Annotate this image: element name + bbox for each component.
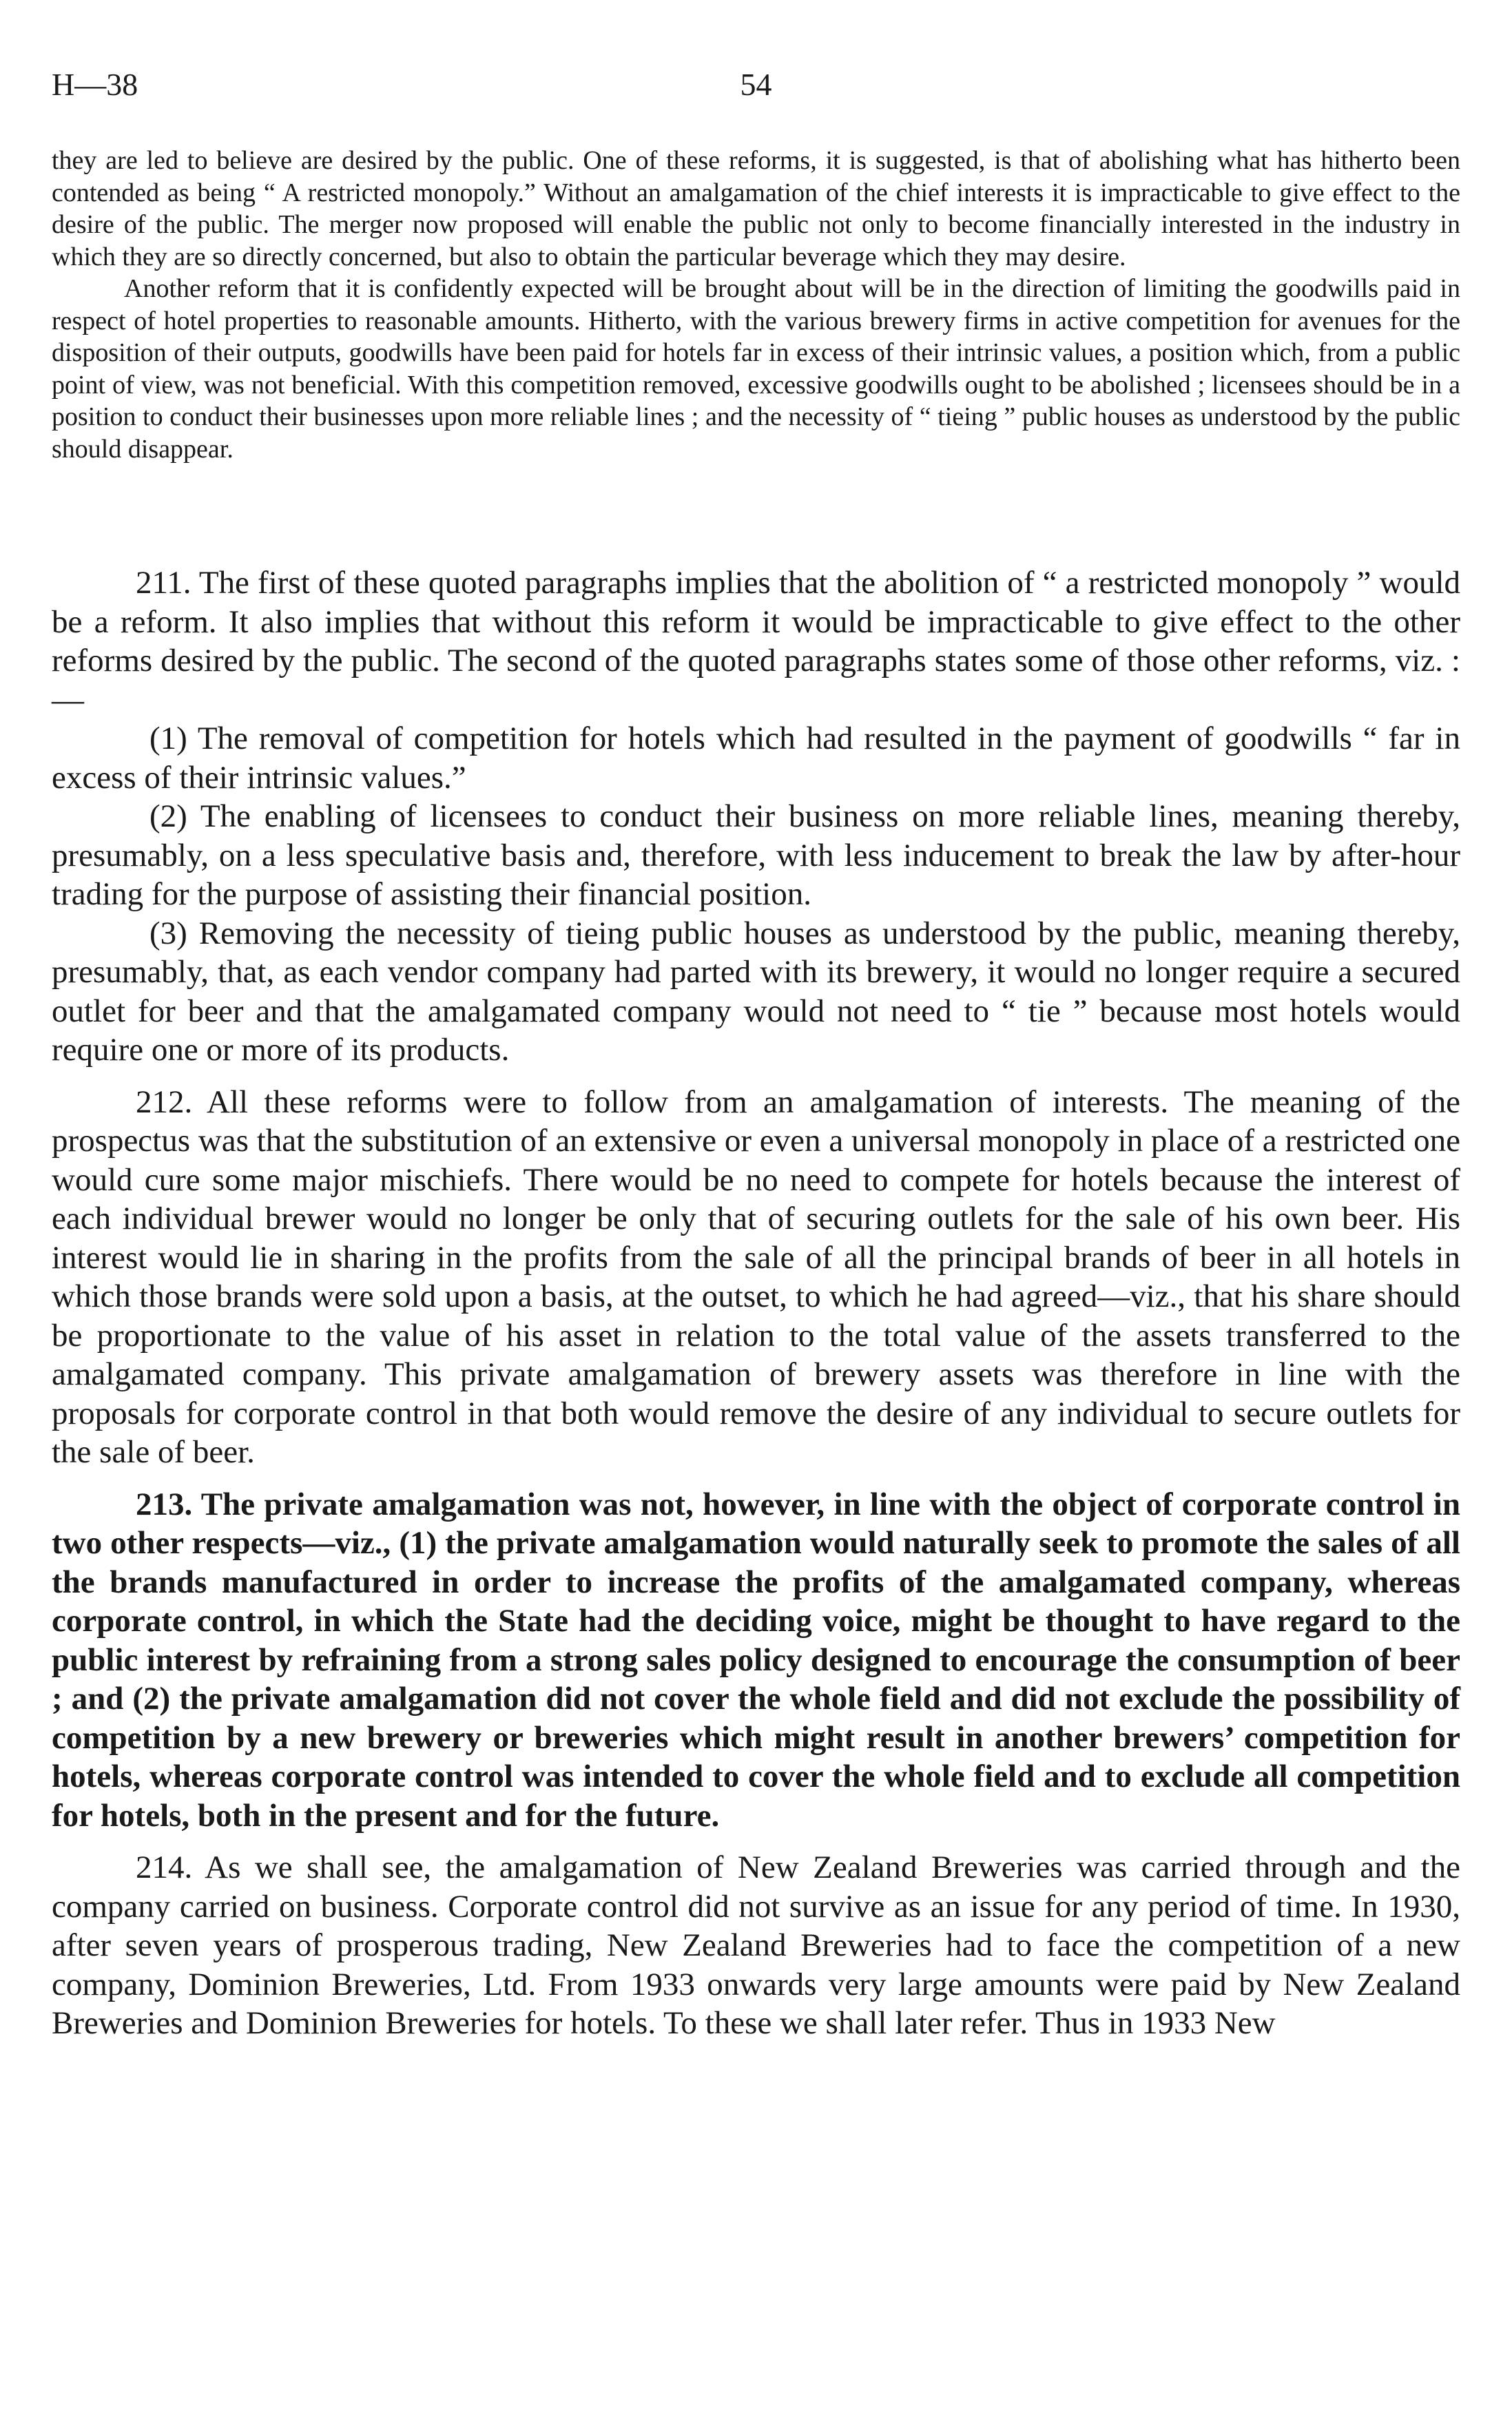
quoted-prospectus-extract [52,145,1460,465]
reform-item-3: (3) Removing the necessity of tieing public houses as understood by the public, meaning thereby, presumably, that, as each vendor company had parted with its brewery, it would no longer require a secured outlet for beer and that the amalgamated company would not need to “ tie ” because most hotels would require one or more of its products. [52,915,1460,1068]
paragraph-214: 214. As we shall see, the amalgamation of New Zealand Breweries was carried through and the company carried on business. Corporate control did not survive as an issue for any period of time. In 1930, after seven years of prosperous trading, New Zealand Breweries had to face the competition of a new company, Dominion Breweries, Ltd. From 1933 onwards very large amounts were paid by New Zealand Breweries and Dominion Breweries for hotels. To these we shall later refer. Thus in 1933 New [52,1849,1460,2041]
reform-item-1: (1) The removal of competition for hotels which had resulted in the payment of goodwills “ far in excess of their intrinsic values.” [52,721,1460,796]
quote-paragraph: Another reform that it is confidently expected will be brought about will be in the direction of limiting the goodwills paid in respect of hotel properties to reasonable amounts. Hitherto, with the various brewery firms in active competition for avenues for the disposition of their outputs, goodwills have been paid for hotels far in excess of their intrinsic values, a position which, from a public point of view, was not beneficial. With this competition removed, excessive goodwills ought to be abolished ; licensees should be in a position to conduct their businesses upon more reliable lines ; and the necessity of “ tieing ” public houses as understood by the public should disappear. [52,274,1460,464]
paragraph-212: 212. All these reforms were to follow from an amalgamation of interests. The meaning of the prospectus was that the substitution of an extensive or even a universal monopoly in place of a restricted one would cure some major mischiefs. There would be no need to compete for hotels because the interest of each individual brewer would no longer be only that of securing outlets for the sale of his own beer. His interest would lie in sharing in the profits from the sale of all the principal brands of beer in all hotels in which those brands were sold upon a basis, at the outset, to which he had agreed—viz., that his share should be proportionate to the value of his asset in relation to the total value of the assets transferred to the amalgamated company. This private amalgamation of brewery assets was therefore in line with the proposals for corporate control in that both would remove the desire of any individual to secure outlets for the sale of beer. [52,1084,1460,1470]
document-reference: H—38 [52,67,138,102]
quote-paragraph: they are led to believe are desired by the public. One of these reforms, it is suggested, is that of abolishing what has hitherto been contended as being “ A restricted monopoly.” Without an amalgamation of the chief interests it is impracticable to give effect to the desire of the public. The merger now proposed will enable the public not only to become financially interested in the industry in which they are so directly concerned, but also to obtain the particular beverage which they may desire. [52,146,1460,271]
reform-item-2: (2) The enabling of licensees to conduct their business on more reliable lines, meaning thereby, presumably, on a less speculative basis and, therefore, with less inducement to break the law by after-hour trading for the purpose of assisting their financial position. [52,798,1460,912]
page-header [52,61,1460,109]
page-number: 54 [740,67,772,102]
report-body [52,563,1460,2043]
paragraph-211: 211. The first of these quoted paragraphs implies that the abolition of “ a restricted monopoly ” would be a reform. It also implies that without this reform it would be impracticable to give effect to the other reforms desired by the public. The second of the quoted paragraphs states some of those other reforms, viz. :— [52,565,1460,718]
paragraph-213: 213. The private amalgamation was not, however, in line with the object of corporate control in two other respects—viz., (1) the private amalgamation would naturally seek to promote the sales of all the brands manufactured in order to increase the profits of the amalgamated company, whereas corporate control, in which the State had the deciding voice, might be thought to have regard to the public interest by refraining from a strong sales policy designed to encourage the consumption of beer ; and (2) the private amalgamation did not cover the whole field and did not exclude the possibility of competition by a new brewery or breweries which might result in another brewers’ competition for hotels, whereas corporate control was intended to cover the whole field and to exclude all competition for hotels, both in the present and for the future. [52,1486,1460,1834]
